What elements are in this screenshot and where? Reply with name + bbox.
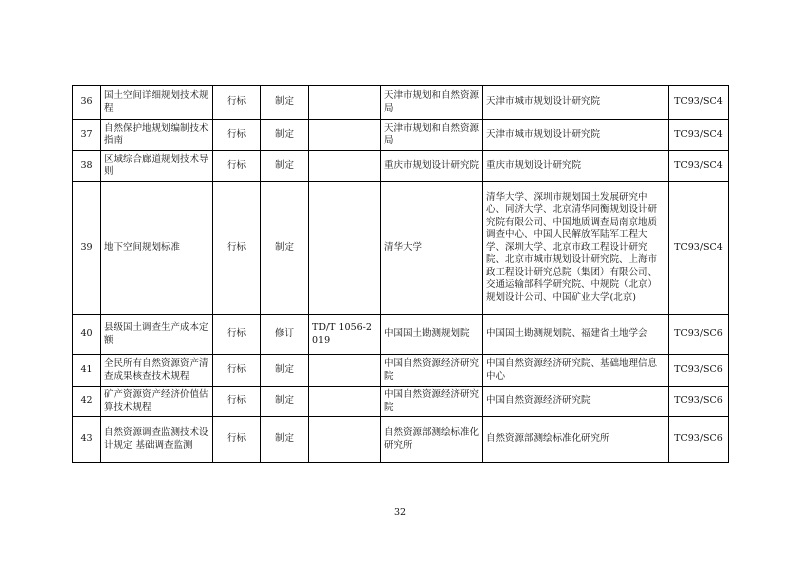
standard-name: 自然资源调查监测技术设计规定 基础调查监测 — [101, 417, 213, 463]
standard-type: 行标 — [213, 355, 261, 387]
standard-type: 行标 — [213, 86, 261, 120]
committee: TC93/SC4 — [669, 151, 729, 182]
table-row — [73, 355, 729, 387]
table-row — [73, 315, 729, 355]
row-number: 43 — [73, 417, 101, 463]
committee: TC93/SC6 — [669, 387, 729, 417]
committee: TC93/SC6 — [669, 417, 729, 463]
drafter: 中国国土勘测规划院、福建省土地学会 — [483, 315, 669, 355]
replaced-standard — [309, 387, 381, 417]
action-type: 制定 — [261, 182, 309, 315]
replaced-standard — [309, 182, 381, 315]
drafter: 自然资源部测绘标准化研究所 — [483, 417, 669, 463]
drafter: 中国自然资源经济研究院、基础地理信息中心 — [483, 355, 669, 387]
proposer: 重庆市规划设计研究院 — [381, 151, 483, 182]
table-row — [73, 120, 729, 151]
action-type: 制定 — [261, 151, 309, 182]
committee: TC93/SC4 — [669, 120, 729, 151]
standard-name: 自然保护地规划编制技术指南 — [101, 120, 213, 151]
standard-type: 行标 — [213, 151, 261, 182]
page-number: 32 — [393, 507, 407, 518]
committee: TC93/SC6 — [669, 315, 729, 355]
standard-type: 行标 — [213, 315, 261, 355]
standard-type: 行标 — [213, 120, 261, 151]
row-number: 40 — [73, 315, 101, 355]
replaced-standard — [309, 151, 381, 182]
standard-type: 行标 — [213, 417, 261, 463]
table-row — [73, 86, 729, 120]
standard-name: 全民所有自然资源资产清查成果核查技术规程 — [101, 355, 213, 387]
action-type: 修订 — [261, 315, 309, 355]
committee: TC93/SC4 — [669, 86, 729, 120]
table-row — [73, 417, 729, 463]
drafter: 中国自然资源经济研究院 — [483, 387, 669, 417]
standard-name: 区域综合廊道规划技术导则 — [101, 151, 213, 182]
standard-name: 地下空间规划标准 — [101, 182, 213, 315]
row-number: 39 — [73, 182, 101, 315]
row-number: 36 — [73, 86, 101, 120]
row-number: 38 — [73, 151, 101, 182]
drafter: 天津市城市规划设计研究院 — [483, 120, 669, 151]
row-number: 42 — [73, 387, 101, 417]
drafter: 重庆市规划设计研究院 — [483, 151, 669, 182]
proposer: 天津市规划和自然资源局 — [381, 86, 483, 120]
table-row — [73, 182, 729, 315]
table-row — [73, 151, 729, 182]
row-number: 41 — [73, 355, 101, 387]
proposer: 中国自然资源经济研究院 — [381, 387, 483, 417]
proposer: 中国自然资源经济研究院 — [381, 355, 483, 387]
standard-name: 矿产资源资产经济价值估算技术规程 — [101, 387, 213, 417]
standard-type: 行标 — [213, 182, 261, 315]
drafter: 天津市城市规划设计研究院 — [483, 86, 669, 120]
drafter: 清华大学、深圳市规划国土发展研究中心、同济大学、北京清华同衡规划设计研究院有限公司、中国地质调查局南京地质调查中心、中国人民解放军陆军工程大学、深圳大学、北京市政工程设计研究院、北京市城市规划设计研究院、上海市政工程设计研究总院（集团）有限公司、交通运输部科学研究院、中规院（北京）规划设计公司、中国矿业大学(北京) — [483, 182, 669, 315]
action-type: 制定 — [261, 86, 309, 120]
table-row — [73, 387, 729, 417]
standard-type: 行标 — [213, 387, 261, 417]
proposer: 中国国土勘测规划院 — [381, 315, 483, 355]
action-type: 制定 — [261, 387, 309, 417]
action-type: 制定 — [261, 355, 309, 387]
replaced-standard — [309, 355, 381, 387]
committee: TC93/SC4 — [669, 182, 729, 315]
committee: TC93/SC6 — [669, 355, 729, 387]
proposer: 自然资源部测绘标准化研究所 — [381, 417, 483, 463]
action-type: 制定 — [261, 120, 309, 151]
table-body — [73, 86, 729, 463]
proposer: 清华大学 — [381, 182, 483, 315]
standard-name: 国土空间详细规划技术规程 — [101, 86, 213, 120]
replaced-standard: TD/T 1056-2019 — [309, 315, 381, 355]
action-type: 制定 — [261, 417, 309, 463]
replaced-standard — [309, 120, 381, 151]
standard-name: 县级国土调查生产成本定额 — [101, 315, 213, 355]
replaced-standard — [309, 417, 381, 463]
row-number: 37 — [73, 120, 101, 151]
proposer: 天津市规划和自然资源局 — [381, 120, 483, 151]
standards-table — [72, 85, 729, 463]
replaced-standard — [309, 86, 381, 120]
